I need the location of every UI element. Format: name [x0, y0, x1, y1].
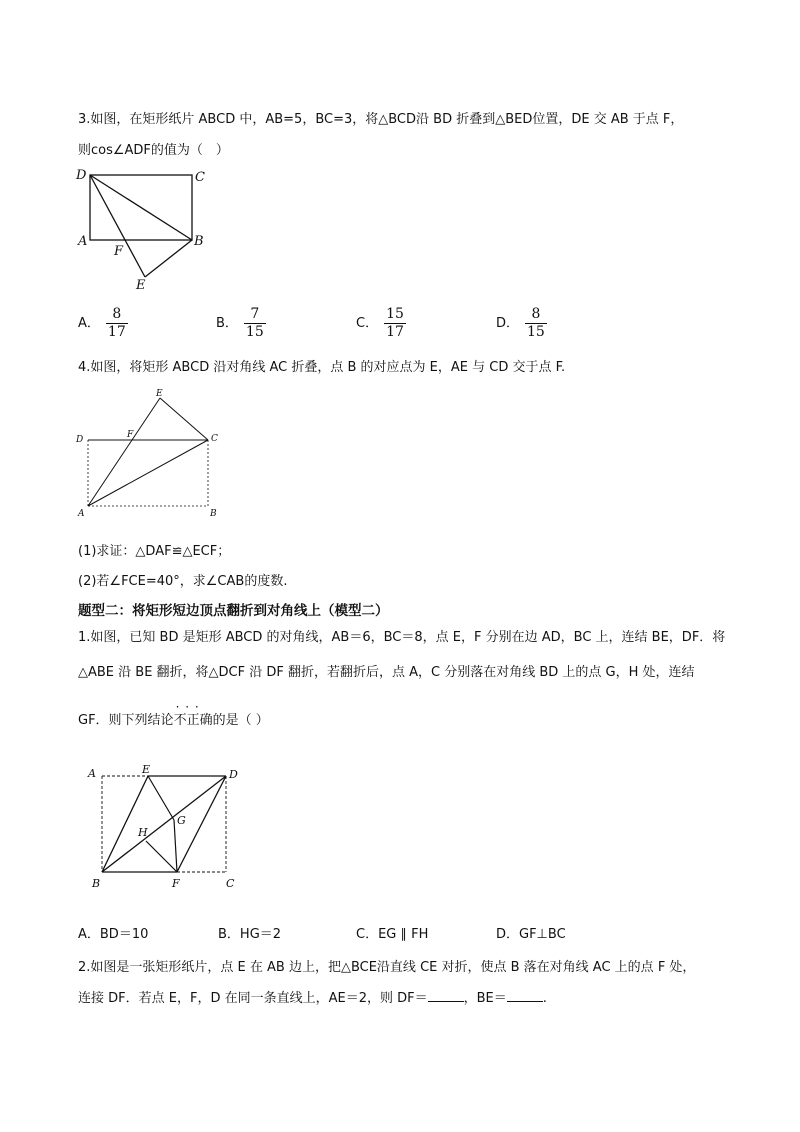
q3-option-b[interactable]: B． $\frac{7}{15}$ [216, 306, 264, 340]
s2-line1: 2.如图是一张矩形纸片，点 E 在 AB 边上，把△BCE沿直线 CE 对折，使点 B 落在对角线 AC 上的点 F 处， [78, 960, 696, 975]
q4-label-A: A [78, 509, 85, 519]
s1-line2: △ABE 沿 BE 翻折，将△DCF 沿 DF 翻折，若翻折后，点 A，C 分别落在对角线 BD 上的点 G，H 处，连结 [78, 665, 695, 680]
q3-line2: 则cos∠ADF的值为（ ） [78, 143, 229, 158]
q4-line1: 4.如图，将矩形 ABCD 沿对角线 AC 折叠，点 B 的对应点为 E，AE 与 CD 交于点 F. [78, 360, 566, 375]
answer-blank-df[interactable] [428, 990, 464, 1002]
s1-label-B: B [92, 877, 101, 890]
emphasis-dots: · · · 不正确 [174, 713, 213, 728]
s1-line1: 1.如图，已知 BD 是矩形 ABCD 的对角线，AB＝6，BC＝8，点 E，F 分别在边 AD，BC 上，连结 BE，DF．将 [78, 630, 726, 645]
s1-option-a[interactable]: A．BD＝10 [78, 927, 149, 942]
q3-label-E: E [136, 278, 146, 293]
s1-option-c[interactable]: C．EG ∥ FH [356, 927, 429, 942]
q4-label-D: D [76, 435, 84, 445]
q3-option-d[interactable]: D． $\frac{8}{15}$ [496, 306, 545, 340]
answer-blank-be[interactable] [507, 990, 543, 1002]
q3-option-a[interactable]: A． $\frac{8}{17}$ [78, 306, 126, 340]
s1-line3: GF．则下列结论· · · 不正确的是（ ） [78, 709, 269, 728]
q3-label-A: A [78, 234, 88, 249]
q4-figure [70, 386, 230, 522]
q3-label-B: B [194, 234, 204, 249]
s1-label-D: D [229, 768, 238, 781]
q4-label-B: B [210, 509, 217, 519]
s1-label-C: C [226, 877, 235, 890]
q4-label-F: F [127, 430, 134, 440]
s1-figure [84, 762, 254, 894]
s1-label-H: H [138, 826, 148, 839]
q4-label-C: C [211, 434, 218, 444]
q3-figure [70, 165, 220, 295]
s2-line2: 连接 DF．若点 E，F，D 在同一条直线上，AE＝2，则 DF＝ ，BE＝ . [78, 991, 547, 1006]
q3-label-D: D [76, 168, 87, 183]
s1-label-G: G [177, 814, 186, 827]
s1-option-d[interactable]: D．GF⊥BC [496, 927, 566, 942]
q4-label-E: E [156, 389, 163, 399]
q3-label-C: C [195, 170, 205, 185]
s1-label-F: F [172, 877, 180, 890]
q4-sub2: (2)若∠FCE=40°，求∠CAB的度数. [78, 574, 288, 589]
q3-line1: 3.如图，在矩形纸片 ABCD 中，AB=5，BC=3，将△BCD沿 BD 折叠到△BED位置，DE 交 AB 于点 F， [78, 112, 684, 127]
q3-label-F: F [114, 244, 124, 259]
section-title: 题型二：将矩形短边顶点翻折到对角线上（模型二） [78, 603, 389, 619]
s1-option-b[interactable]: B．HG＝2 [218, 927, 282, 942]
q4-sub1: (1)求证：△DAF≌△ECF； [78, 544, 231, 559]
s1-label-A: A [88, 767, 96, 780]
q3-option-c[interactable]: C． $\frac{15}{17}$ [356, 306, 404, 340]
s1-label-E: E [142, 763, 151, 776]
